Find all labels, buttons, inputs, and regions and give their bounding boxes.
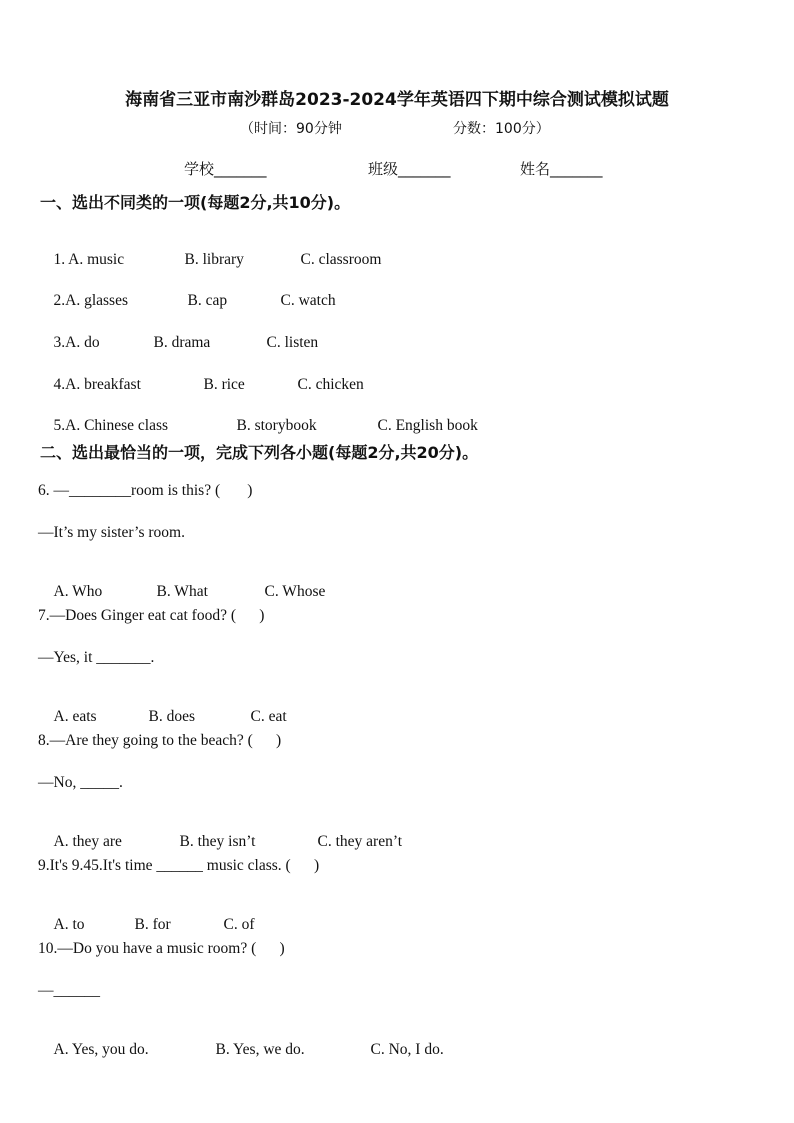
- q9-option-a: A. to: [53, 916, 85, 933]
- q8-option-a: A. they are: [53, 833, 122, 850]
- class-field: 班级_______: [368, 160, 451, 178]
- q7-option-c: C. eat: [250, 708, 287, 725]
- question-10-options: [38, 1023, 444, 1077]
- q2-option-a: 2.A. glasses: [53, 292, 128, 309]
- exam-time: （时间：90分钟: [240, 121, 342, 137]
- school-field: 学校_______: [184, 160, 267, 178]
- q6-option-c: C. Whose: [264, 583, 326, 600]
- q4-option-a: 4.A. breakfast: [53, 376, 141, 393]
- exam-score: 分数：100分）: [453, 121, 550, 137]
- question-9-stem: 9.It's 9.45.It's time ______ music class. ( ): [38, 857, 320, 874]
- question-8-dialogue: —No, _____.: [38, 774, 123, 791]
- section-2-heading: 二、选出最恰当的一项，完成下列各小题(每题2分,共20分)。: [40, 443, 479, 462]
- name-field: 姓名_______: [520, 160, 603, 178]
- q1-option-b: B. library: [184, 251, 244, 268]
- q10-option-c: C. No, I do.: [370, 1041, 444, 1058]
- q3-option-b: B. drama: [153, 334, 211, 351]
- q1-option-c: C. classroom: [300, 251, 382, 268]
- question-8-stem: 8.—Are they going to the beach? ( ): [38, 732, 282, 749]
- q5-option-b: B. storybook: [236, 417, 317, 434]
- q9-option-c: C. of: [223, 916, 255, 933]
- q3-option-c: C. listen: [266, 334, 319, 351]
- question-7-dialogue: —Yes, it _______.: [38, 649, 155, 666]
- q6-option-a: A. Who: [53, 583, 103, 600]
- q8-option-b: B. they isn’t: [179, 833, 256, 850]
- question-6-dialogue: —It’s my sister’s room.: [38, 524, 185, 541]
- q3-option-a: 3.A. do: [53, 334, 100, 351]
- q5-option-c: C. English book: [377, 417, 478, 434]
- q10-option-a: A. Yes, you do.: [53, 1041, 149, 1058]
- q9-option-b: B. for: [134, 916, 171, 933]
- question-6-stem: 6. —________room is this? ( ): [38, 482, 253, 499]
- page-title: 海南省三亚市南沙群岛2023-2024学年英语四下期中综合测试模拟试题: [125, 90, 669, 110]
- q8-option-c: C. they aren’t: [317, 833, 403, 850]
- q5-option-a: 5.A. Chinese class: [53, 417, 169, 434]
- q6-option-b: B. What: [156, 583, 208, 600]
- q10-option-b: B. Yes, we do.: [215, 1041, 305, 1058]
- q2-option-b: B. cap: [187, 292, 228, 309]
- question-7-stem: 7.—Does Ginger eat cat food? ( ): [38, 607, 265, 624]
- q2-option-c: C. watch: [280, 292, 336, 309]
- q1-option-a: 1. A. music: [53, 251, 125, 268]
- q7-option-b: B. does: [148, 708, 195, 725]
- question-10-stem: 10.—Do you have a music room? ( ): [38, 940, 285, 957]
- q4-option-b: B. rice: [203, 376, 245, 393]
- question-10-dialogue: —______: [38, 982, 100, 999]
- q4-option-c: C. chicken: [297, 376, 364, 393]
- section-1-heading: 一、选出不同类的一项(每题2分,共10分)。: [40, 193, 351, 212]
- q7-option-a: A. eats: [53, 708, 97, 725]
